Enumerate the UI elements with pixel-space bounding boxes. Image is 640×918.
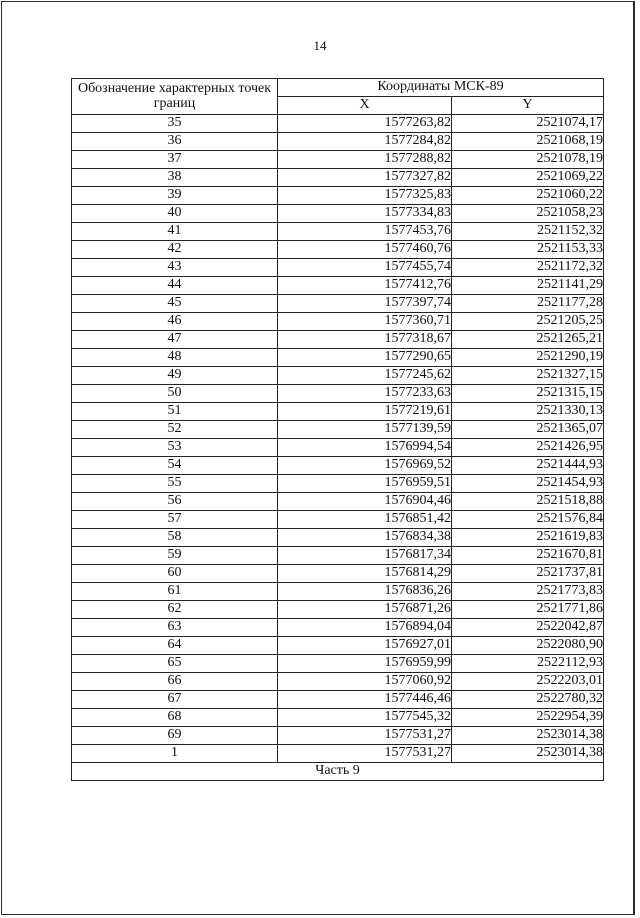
- table-row: [72, 439, 604, 457]
- point-cell: 64: [72, 637, 278, 655]
- table-body: [72, 115, 604, 763]
- table-row: [72, 493, 604, 511]
- table-row: [72, 673, 604, 691]
- y-coordinate-cell: 2521773,83: [452, 583, 604, 601]
- x-coordinate-cell: 1576851,42: [278, 511, 452, 529]
- table-row: [72, 709, 604, 727]
- table-row: [72, 223, 604, 241]
- table-row: [72, 637, 604, 655]
- point-cell: 66: [72, 673, 278, 691]
- table-row: [72, 295, 604, 313]
- point-cell: 38: [72, 169, 278, 187]
- point-cell: 53: [72, 439, 278, 457]
- table-row: [72, 727, 604, 745]
- y-coordinate-cell: 2522780,32: [452, 691, 604, 709]
- coordinates-table: [71, 78, 604, 781]
- table-row: [72, 457, 604, 475]
- header-coordinates: Координаты МСК-89: [278, 79, 604, 97]
- point-cell: 42: [72, 241, 278, 259]
- table-row: [72, 169, 604, 187]
- point-cell: 69: [72, 727, 278, 745]
- x-coordinate-cell: 1577245,62: [278, 367, 452, 385]
- y-coordinate-cell: 2521177,28: [452, 295, 604, 313]
- x-coordinate-cell: 1576814,29: [278, 565, 452, 583]
- y-coordinate-cell: 2521153,33: [452, 241, 604, 259]
- point-cell: 55: [72, 475, 278, 493]
- y-coordinate-cell: 2522080,90: [452, 637, 604, 655]
- point-cell: 1: [72, 745, 278, 763]
- x-coordinate-cell: 1577284,82: [278, 133, 452, 151]
- y-coordinate-cell: 2521670,81: [452, 547, 604, 565]
- x-coordinate-cell: 1577263,82: [278, 115, 452, 133]
- point-cell: 63: [72, 619, 278, 637]
- point-cell: 43: [72, 259, 278, 277]
- x-coordinate-cell: 1576969,52: [278, 457, 452, 475]
- x-coordinate-cell: 1576834,38: [278, 529, 452, 547]
- x-coordinate-cell: 1577412,76: [278, 277, 452, 295]
- x-coordinate-cell: 1576927,01: [278, 637, 452, 655]
- table-row: [72, 151, 604, 169]
- x-coordinate-cell: 1577219,61: [278, 403, 452, 421]
- x-coordinate-cell: 1576836,26: [278, 583, 452, 601]
- point-cell: 46: [72, 313, 278, 331]
- y-coordinate-cell: 2521518,88: [452, 493, 604, 511]
- table-row: [72, 259, 604, 277]
- y-coordinate-cell: 2521619,83: [452, 529, 604, 547]
- point-cell: 39: [72, 187, 278, 205]
- x-coordinate-cell: 1577334,83: [278, 205, 452, 223]
- y-coordinate-cell: 2523014,38: [452, 727, 604, 745]
- point-cell: 48: [72, 349, 278, 367]
- y-coordinate-cell: 2521068,19: [452, 133, 604, 151]
- y-coordinate-cell: 2521315,15: [452, 385, 604, 403]
- table-row: [72, 601, 604, 619]
- point-cell: 68: [72, 709, 278, 727]
- y-coordinate-cell: 2521060,22: [452, 187, 604, 205]
- y-coordinate-cell: 2523014,38: [452, 745, 604, 763]
- x-coordinate-cell: 1576994,54: [278, 439, 452, 457]
- table-row: [72, 241, 604, 259]
- header-point-designation: Обозначение характерных точек границ: [72, 79, 278, 115]
- point-cell: 54: [72, 457, 278, 475]
- y-coordinate-cell: 2521327,15: [452, 367, 604, 385]
- page-number: 14: [313, 38, 327, 53]
- table-row: [72, 583, 604, 601]
- x-coordinate-cell: 1577531,27: [278, 745, 452, 763]
- y-coordinate-cell: 2522112,93: [452, 655, 604, 673]
- point-cell: 41: [72, 223, 278, 241]
- point-cell: 56: [72, 493, 278, 511]
- point-cell: 65: [72, 655, 278, 673]
- header-x: X: [278, 97, 452, 115]
- x-coordinate-cell: 1577288,82: [278, 151, 452, 169]
- point-cell: 37: [72, 151, 278, 169]
- table-row: [72, 421, 604, 439]
- table-row: [72, 619, 604, 637]
- table-row: [72, 115, 604, 133]
- table-row: [72, 385, 604, 403]
- point-cell: 59: [72, 547, 278, 565]
- point-cell: 50: [72, 385, 278, 403]
- header-y: Y: [452, 97, 604, 115]
- x-coordinate-cell: 1577545,32: [278, 709, 452, 727]
- table-row: [72, 403, 604, 421]
- table-row: [72, 187, 604, 205]
- x-coordinate-cell: 1577455,74: [278, 259, 452, 277]
- table-row: [72, 367, 604, 385]
- table-row: [72, 205, 604, 223]
- y-coordinate-cell: 2521771,86: [452, 601, 604, 619]
- x-coordinate-cell: 1577325,83: [278, 187, 452, 205]
- point-cell: 52: [72, 421, 278, 439]
- x-coordinate-cell: 1577531,27: [278, 727, 452, 745]
- section-label: Часть 9: [72, 763, 604, 781]
- point-cell: 35: [72, 115, 278, 133]
- y-coordinate-cell: 2522203,01: [452, 673, 604, 691]
- y-coordinate-cell: 2521290,19: [452, 349, 604, 367]
- x-coordinate-cell: 1577290,65: [278, 349, 452, 367]
- table-row: [72, 349, 604, 367]
- point-cell: 47: [72, 331, 278, 349]
- x-coordinate-cell: 1577360,71: [278, 313, 452, 331]
- point-cell: 60: [72, 565, 278, 583]
- point-cell: 67: [72, 691, 278, 709]
- x-coordinate-cell: 1576959,51: [278, 475, 452, 493]
- table-row: [72, 277, 604, 295]
- x-coordinate-cell: 1576894,04: [278, 619, 452, 637]
- point-cell: 61: [72, 583, 278, 601]
- y-coordinate-cell: 2521365,07: [452, 421, 604, 439]
- point-cell: 57: [72, 511, 278, 529]
- table-row: [72, 331, 604, 349]
- y-coordinate-cell: 2521141,29: [452, 277, 604, 295]
- x-coordinate-cell: 1576959,99: [278, 655, 452, 673]
- x-coordinate-cell: 1577446,46: [278, 691, 452, 709]
- x-coordinate-cell: 1577233,63: [278, 385, 452, 403]
- y-coordinate-cell: 2521074,17: [452, 115, 604, 133]
- table-row: [72, 547, 604, 565]
- y-coordinate-cell: 2521078,19: [452, 151, 604, 169]
- y-coordinate-cell: 2521152,32: [452, 223, 604, 241]
- table-row: [72, 565, 604, 583]
- y-coordinate-cell: 2521426,95: [452, 439, 604, 457]
- point-cell: 45: [72, 295, 278, 313]
- x-coordinate-cell: 1576871,26: [278, 601, 452, 619]
- x-coordinate-cell: 1576817,34: [278, 547, 452, 565]
- y-coordinate-cell: 2522954,39: [452, 709, 604, 727]
- y-coordinate-cell: 2521330,13: [452, 403, 604, 421]
- table-row: [72, 745, 604, 763]
- x-coordinate-cell: 1577139,59: [278, 421, 452, 439]
- table-row: [72, 655, 604, 673]
- x-coordinate-cell: 1577060,92: [278, 673, 452, 691]
- x-coordinate-cell: 1576904,46: [278, 493, 452, 511]
- point-cell: 44: [72, 277, 278, 295]
- x-coordinate-cell: 1577318,67: [278, 331, 452, 349]
- y-coordinate-cell: 2521444,93: [452, 457, 604, 475]
- table-row: [72, 529, 604, 547]
- y-coordinate-cell: 2521058,23: [452, 205, 604, 223]
- y-coordinate-cell: 2521576,84: [452, 511, 604, 529]
- table-row: [72, 313, 604, 331]
- point-cell: 51: [72, 403, 278, 421]
- y-coordinate-cell: 2521069,22: [452, 169, 604, 187]
- x-coordinate-cell: 1577397,74: [278, 295, 452, 313]
- table-row: [72, 133, 604, 151]
- table-row: [72, 475, 604, 493]
- y-coordinate-cell: 2521265,21: [452, 331, 604, 349]
- x-coordinate-cell: 1577460,76: [278, 241, 452, 259]
- point-cell: 62: [72, 601, 278, 619]
- x-coordinate-cell: 1577453,76: [278, 223, 452, 241]
- point-cell: 36: [72, 133, 278, 151]
- point-cell: 49: [72, 367, 278, 385]
- y-coordinate-cell: 2521454,93: [452, 475, 604, 493]
- table-row: [72, 691, 604, 709]
- x-coordinate-cell: 1577327,82: [278, 169, 452, 187]
- y-coordinate-cell: 2521172,32: [452, 259, 604, 277]
- table-row: [72, 511, 604, 529]
- y-coordinate-cell: 2522042,87: [452, 619, 604, 637]
- y-coordinate-cell: 2521737,81: [452, 565, 604, 583]
- point-cell: 40: [72, 205, 278, 223]
- point-cell: 58: [72, 529, 278, 547]
- y-coordinate-cell: 2521205,25: [452, 313, 604, 331]
